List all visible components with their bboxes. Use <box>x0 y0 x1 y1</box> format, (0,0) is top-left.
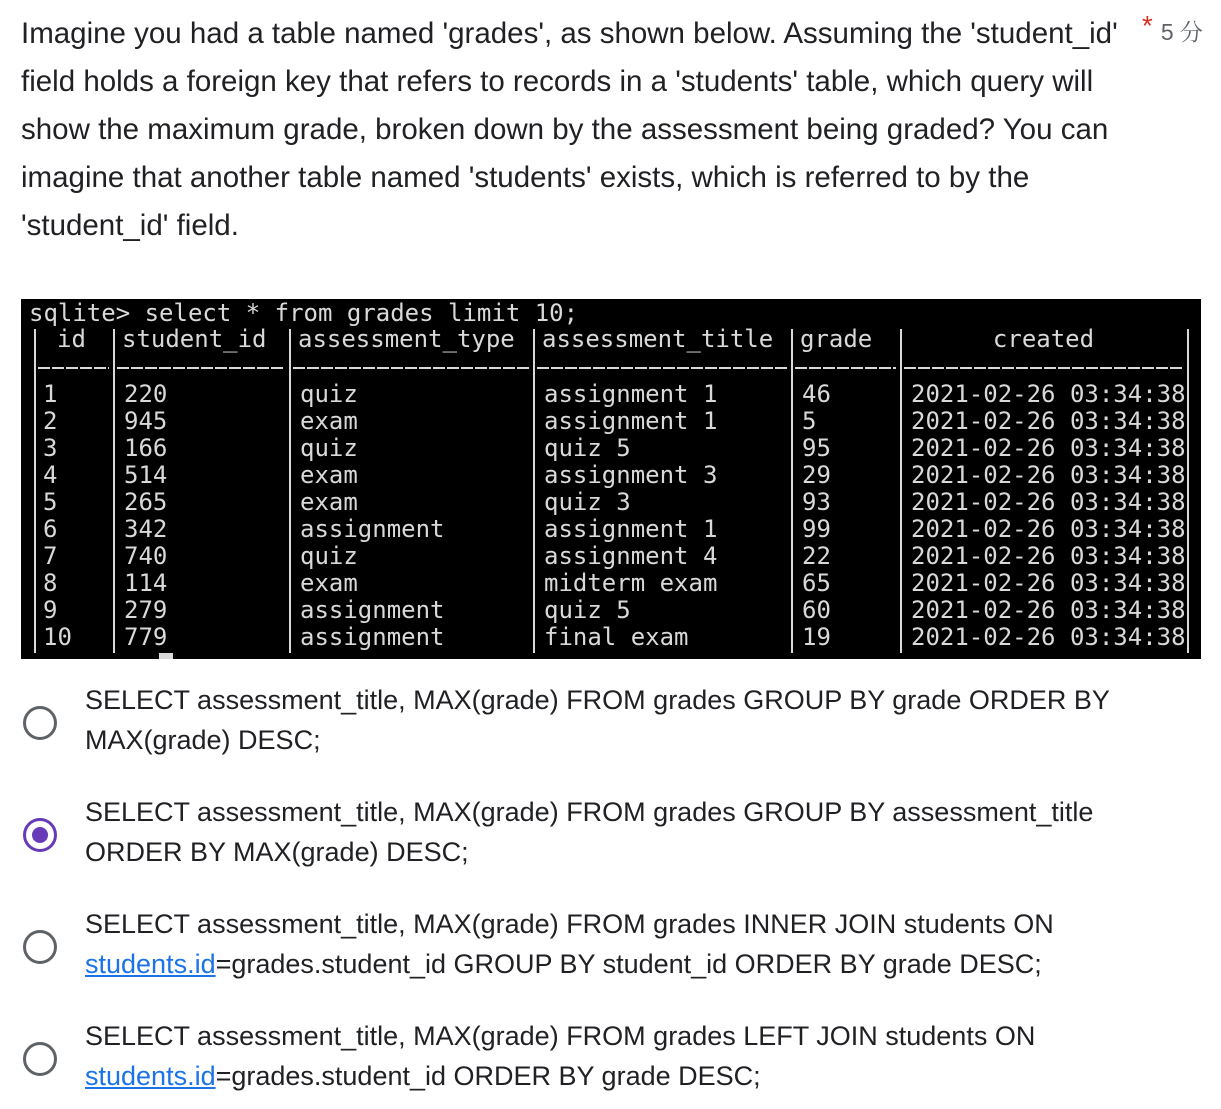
table-cell: 5 <box>43 488 58 516</box>
table-cell: 99 <box>802 515 831 543</box>
table-cell: 2021-02-26 03:34:38 <box>911 569 1186 597</box>
answer-option-text <box>85 680 1165 760</box>
table-cell: 29 <box>802 461 831 489</box>
table-cell: 2021-02-26 03:34:38 <box>911 407 1186 435</box>
table-cell: 2021-02-26 03:34:38 <box>911 434 1186 462</box>
answer-option-text <box>85 904 1165 984</box>
radio-unselected-icon[interactable] <box>23 1042 57 1076</box>
table-cell: quiz 5 <box>544 596 631 624</box>
terminal-prompt: sqlite> select * from grades limit 10; <box>29 299 579 327</box>
sqlite-terminal-screenshot <box>21 299 1201 659</box>
table-cell: quiz <box>300 434 358 462</box>
table-cell: exam <box>300 569 358 597</box>
table-cell: assignment 1 <box>544 380 718 408</box>
table-cell: 2021-02-26 03:34:38 <box>911 623 1186 651</box>
table-header-rule <box>537 367 787 369</box>
table-cell: midterm exam <box>544 569 718 597</box>
table-cell: exam <box>300 461 358 489</box>
answer-option-query-tail: =grades.student_id GROUP BY student_id ORDER BY grade DESC; <box>215 949 1042 979</box>
table-column-separator <box>1187 329 1189 653</box>
points-label: 5 分 <box>1160 19 1203 45</box>
table-cell: assignment 1 <box>544 515 718 543</box>
table-cell: 93 <box>802 488 831 516</box>
table-cell: 1 <box>43 380 58 408</box>
table-cell: 265 <box>124 488 168 516</box>
points-indicator <box>1141 10 1203 47</box>
table-cell: 10 <box>43 623 72 651</box>
answer-option[interactable] <box>20 1016 1200 1106</box>
table-cell: 65 <box>802 569 831 597</box>
radio-selected-icon[interactable] <box>23 818 57 852</box>
table-cell: 9 <box>43 596 58 624</box>
table-cell: 95 <box>802 434 831 462</box>
required-asterisk: * <box>1141 10 1153 41</box>
table-cell: 7 <box>43 542 58 570</box>
answer-option-query: SELECT assessment_title, MAX(grade) FROM grades LEFT JOIN students ON <box>85 1021 1036 1051</box>
inline-link[interactable]: students.id <box>85 1061 216 1091</box>
table-cell: 945 <box>124 407 168 435</box>
table-cell: 19 <box>802 623 831 651</box>
table-column-separator <box>533 329 535 653</box>
table-header-rule <box>117 367 285 369</box>
table-cell: 514 <box>124 461 168 489</box>
table-header-cell: assessment_type <box>298 325 515 353</box>
table-header-cell: student_id <box>122 325 267 353</box>
table-cell: 114 <box>124 569 168 597</box>
table-cell: quiz <box>300 380 358 408</box>
question-text: Imagine you had a table named 'grades', as shown below. Assuming the 'student_id' field holds a foreign key that refers to records in a 'students' table, which query will show the maximum grade, broken down by the assessment being graded? You can imagine that another table named 'students' exists, which is referred to by the 'student_id' field. <box>21 17 1118 242</box>
table-cell: 279 <box>124 596 168 624</box>
table-cell: final exam <box>544 623 689 651</box>
table-cell: 2021-02-26 03:34:38 <box>911 461 1186 489</box>
table-header-cell: assessment_title <box>542 325 774 353</box>
table-column-separator <box>113 329 115 653</box>
radio-unselected-icon[interactable] <box>23 930 57 964</box>
table-cell: 6 <box>43 515 58 543</box>
table-cell: quiz 5 <box>544 434 631 462</box>
answer-option[interactable] <box>20 680 1200 770</box>
answer-option[interactable] <box>20 792 1200 882</box>
table-cell: 3 <box>43 434 58 462</box>
answer-option[interactable] <box>20 904 1200 994</box>
table-cell: 2021-02-26 03:34:38 <box>911 596 1186 624</box>
table-column-separator <box>900 329 902 653</box>
table-cell: 220 <box>124 380 168 408</box>
table-cell: quiz <box>300 542 358 570</box>
table-cell: 166 <box>124 434 168 462</box>
table-header-cell: created <box>992 325 1095 353</box>
table-header-rule <box>293 367 529 369</box>
inline-link[interactable]: students.id <box>85 949 216 979</box>
answer-option-query: SELECT assessment_title, MAX(grade) FROM grades GROUP BY assessment_title ORDER BY MAX(grade) DESC; <box>85 797 1094 867</box>
table-cell: exam <box>300 407 358 435</box>
answer-option-text <box>85 792 1165 872</box>
table-cell: assignment <box>300 515 445 543</box>
table-cell: assignment <box>300 623 445 651</box>
table-cell: exam <box>300 488 358 516</box>
table-cell: 46 <box>802 380 831 408</box>
table-cell: 4 <box>43 461 58 489</box>
table-column-separator <box>289 329 291 653</box>
table-header-rule <box>795 367 896 369</box>
table-cell: 2021-02-26 03:34:38 <box>911 380 1186 408</box>
answer-option-query: SELECT assessment_title, MAX(grade) FROM grades INNER JOIN students ON <box>85 909 1054 939</box>
answer-option-text <box>85 1016 1165 1096</box>
answer-option-query-tail: =grades.student_id ORDER BY grade DESC; <box>215 1061 761 1091</box>
table-cell: 779 <box>124 623 168 651</box>
table-header-cell: id <box>57 325 86 353</box>
table-header-rule <box>38 367 109 369</box>
table-cell: 60 <box>802 596 831 624</box>
radio-unselected-icon[interactable] <box>23 706 57 740</box>
table-column-separator <box>791 329 793 653</box>
table-cell: 5 <box>802 407 817 435</box>
table-header-rule <box>904 367 1183 369</box>
table-cell: 2 <box>43 407 58 435</box>
table-cell: assignment <box>300 596 445 624</box>
table-cell: 342 <box>124 515 168 543</box>
table-cell: quiz 3 <box>544 488 631 516</box>
table-cell: assignment 1 <box>544 407 718 435</box>
table-cell: 22 <box>802 542 831 570</box>
table-cell: assignment 4 <box>544 542 718 570</box>
table-header-cell: grade <box>800 325 873 353</box>
table-cell: 2021-02-26 03:34:38 <box>911 488 1186 516</box>
answer-option-query: SELECT assessment_title, MAX(grade) FROM grades GROUP BY grade ORDER BY MAX(grade) DESC; <box>85 685 1110 755</box>
table-cell: 740 <box>124 542 168 570</box>
table-cell: assignment 3 <box>544 461 718 489</box>
radio-dot-icon <box>32 827 48 843</box>
table-column-separator <box>34 329 36 653</box>
table-cell: 2021-02-26 03:34:38 <box>911 515 1186 543</box>
terminal-cursor <box>159 653 173 659</box>
table-cell: 8 <box>43 569 58 597</box>
table-cell: 2021-02-26 03:34:38 <box>911 542 1186 570</box>
